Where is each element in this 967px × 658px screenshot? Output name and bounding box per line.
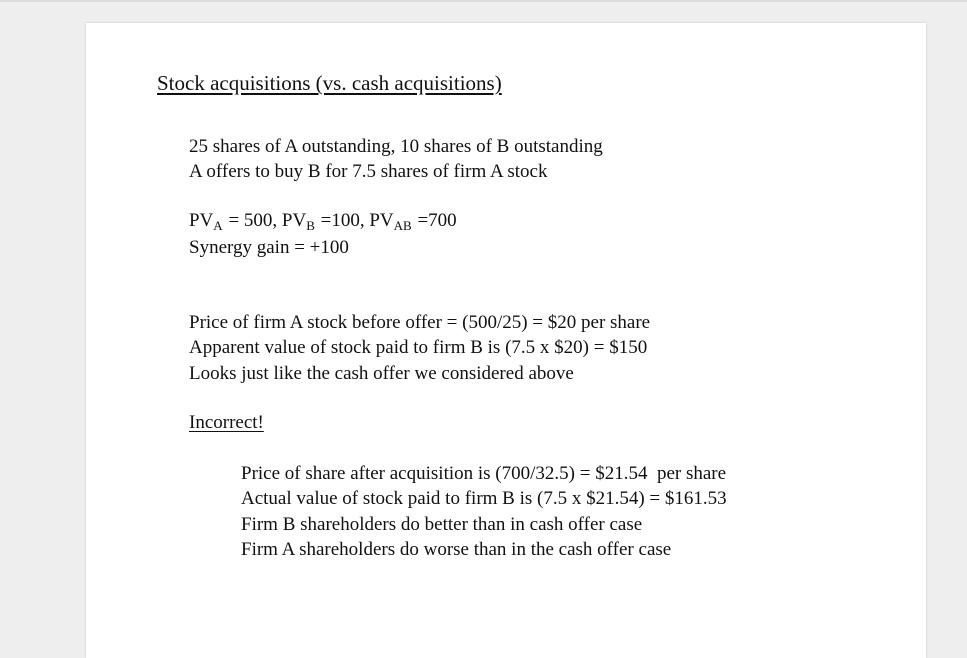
apparent-line-3: Looks just like the cash offer we considered above: [189, 363, 574, 384]
page-title: Stock acquisitions (vs. cash acquisitions): [157, 71, 502, 95]
apparent-line-1: Price of firm A stock before offer = (500/25) = $20 per share: [189, 312, 651, 333]
incorrect-heading: Incorrect!: [189, 412, 264, 433]
subscript-a: A: [213, 218, 223, 233]
apparent-line-2: Apparent value of stock paid to firm B is (7.5 x $20) = $150: [189, 337, 648, 358]
pv-ab-value: =700: [412, 210, 457, 231]
pv-label: PV: [189, 210, 214, 231]
present-values-line: [189, 208, 457, 238]
actual-line-2: Actual value of stock paid to firm B is (7.5 x $21.54) = $161.53: [241, 488, 727, 509]
subscript-ab: AB: [393, 218, 412, 233]
synergy-line: Synergy gain = +100: [189, 237, 349, 258]
pv-b-value: =100, PV: [315, 210, 394, 231]
setup-line-2: A offers to buy B for 7.5 shares of firm A stock: [189, 161, 548, 182]
actual-line-3: Firm B shareholders do better than in cash offer case: [241, 514, 643, 535]
actual-line-4: Firm A shareholders do worse than in the cash offer case: [241, 539, 672, 560]
actual-line-1: Price of share after acquisition is (700/32.5) = $21.54 per share: [241, 463, 727, 484]
window-top-border: [0, 0, 967, 2]
document-page: [86, 23, 926, 658]
setup-line-1: 25 shares of A outstanding, 10 shares of B outstanding: [189, 136, 603, 157]
subscript-b: B: [306, 218, 315, 233]
pv-a-value: = 500, PV: [223, 210, 307, 231]
